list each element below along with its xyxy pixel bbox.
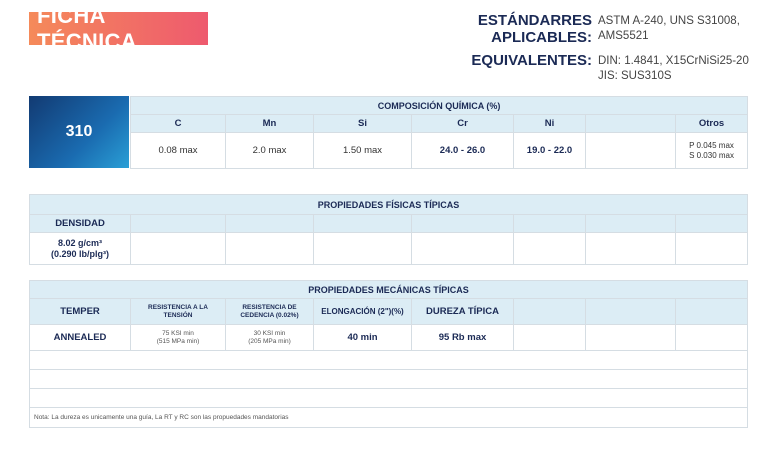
comp-val-empty [586,133,676,169]
tensile-value-line-1: 75 KSI min [162,329,194,337]
yield-label-line-2: CEDENCIA (0.02%) [240,311,299,319]
hardness-value: 95 Rb max [412,325,514,351]
comp-val-si: 1.50 max [314,133,412,169]
comp-col-empty [586,115,676,133]
tensile-label-line-2: TENSIÓN [163,311,193,319]
composition-title: COMPOSICIÓN QUÍMICA (%) [131,97,748,115]
otros-line-1: P 0.045 max [689,140,734,150]
standards-line-1: ASTM A-240, UNS S31008, [598,15,740,27]
comp-val-mn: 2.0 max [226,133,314,169]
standards-line-2: AMS5521 [598,30,649,42]
density-line-2: (0.290 lb/plg³) [50,248,109,259]
mechanical-table [29,280,748,428]
equivalents-line-1: DIN: 1.4841, X15CrNiSi25-20 [598,55,749,67]
comp-col-otros: Otros [676,115,748,133]
composition-table [130,96,748,169]
comp-val-otros [676,133,748,169]
physical-table [29,194,748,265]
comp-val-cr: 24.0 - 26.0 [412,133,514,169]
yield-label [226,299,314,325]
comp-val-c: 0.08 max [131,133,226,169]
yield-value-line-2: (205 MPa min) [248,337,291,345]
grade-block: 310 [29,96,129,168]
comp-col-si: Si [314,115,412,133]
elongation-label: ELONGACIÓN (2")(%) [314,299,412,325]
empty-row [30,351,748,370]
tensile-value-line-2: (515 MPa min) [156,337,200,345]
mechanical-title: PROPIEDADES MECÁNICAS TÍPICAS [30,281,748,299]
physical-title: PROPIEDADES FÍSICAS TÍPICAS [30,195,748,215]
ficha-tecnica-badge: FICHA TÉCNICA [29,12,208,45]
yield-label-line-1: RESISTENCIA DE [242,303,297,311]
density-line-1: 8.02 g/cm³ [57,237,103,248]
comp-col-cr: Cr [412,115,514,133]
temper-value: ANNEALED [30,325,131,351]
hardness-label: DUREZA TÍPICA [412,299,514,325]
yield-value [226,325,314,351]
equivalents-line-2: JIS: SUS310S [598,70,672,82]
equivalents-label: EQUIVALENTES: [471,52,592,69]
comp-col-ni: Ni [514,115,586,133]
empty-row [30,370,748,389]
elongation-value: 40 min [314,325,412,351]
empty-row [30,389,748,408]
otros-line-2: S 0.030 max [689,150,734,160]
comp-val-ni: 19.0 - 22.0 [514,133,586,169]
comp-col-mn: Mn [226,115,314,133]
standards-value [598,14,773,44]
standards-label: ESTÁNDARRES APLICABLES: [477,12,592,46]
tensile-label [131,299,226,325]
comp-col-c: C [131,115,226,133]
temper-label: TEMPER [30,299,131,325]
mechanical-note: Nota: La dureza es unicamente una guía, La RT y RC son las propuedades mandatorias [30,408,748,428]
equivalents-value [598,54,773,84]
tensile-label-line-1: RESISTENCIA A LA [148,303,208,311]
density-value [30,233,131,265]
density-label: DENSIDAD [30,215,131,233]
tensile-value [131,325,226,351]
yield-value-line-1: 30 KSI min [253,329,286,337]
